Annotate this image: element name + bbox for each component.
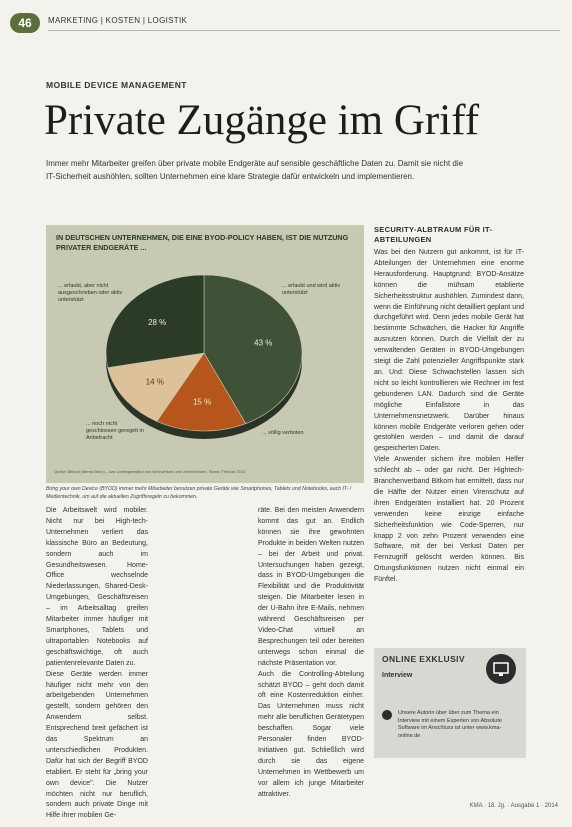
article-kicker: MOBILE DEVICE MANAGEMENT [46, 80, 187, 90]
body-column-2: räte. Bei den meisten Anwendern kommt das gut an. Endlich können sie ihre gewohnten Produkte in beiden Welten nutzen – bei der Arbeit und privat. Untersuchungen haben gezeigt, dass in BYOD-Umgebungen die Flexibilität und die Produktivität steigen. Die Mitarbeiter lesen in der U-Bahn ihre E-Mails, nehmen während Geschäftsreisen per Video-Chat virtuell an Besprechungen teil oder bereiten unterwegs schon einmal die nächste Präsentation vor. Auch die Controlling-Abteilung schätzt BYOD – geht doch damit oft eine Kostenreduktion einher. Das Unternehmen muss nicht mehr alle beruflichen Gerätetypen beschaffen. Sogar viele Personaler finden BYOD-Initiativen gut. Schließlich wird durch sie das eigene Unternehmen im Wettbewerb um vor allem ich junge Mitarbeiter attraktiver. [258, 507, 364, 798]
chart-source: Quelle: Bitkom (Bernd Benz) – das Umfrageinstitut von Netzwerken und Unternehmen, Stand: Februar 2013 [54, 469, 246, 474]
chart-title: IN DEUTSCHEN UNTERNEHMEN, DIE EINE BYOD-POLICY HABEN, IST DIE NUTZUNG PRIVATER ENDGERÄTE ... [56, 233, 349, 252]
legend-label-active: ... erlaubt und wird aktiv unterstützt [282, 283, 341, 296]
online-heading: ONLINE EXKLUSIV [382, 654, 465, 664]
legend-label-not-regulated: ... noch nicht geschlossen geregelt in Anbetracht [86, 421, 144, 441]
header-rule [48, 30, 560, 31]
online-exclusive-box [374, 648, 526, 758]
legend-label-forbidden: ... völlig verboten [262, 430, 304, 436]
pie-slice-value-label: 15 % [192, 397, 212, 407]
article-title: Private Zugänge im Griff [44, 97, 480, 144]
article-lead: Immer mehr Mitarbeiter greifen über private mobile Endgeräte auf sensible geschäftliche Daten zu. Damit sie nicht die IT-Sicherheit aushöhlen, sollten Unternehmen eine klare Strategie dafür entwickeln und implementieren. [46, 159, 464, 181]
pie-slice-value-label: 14 % [145, 377, 164, 387]
side-heading: SECURITY-ALBTRAUM FÜR IT-ABTEILUNGEN [374, 225, 493, 244]
page-number: 46 [10, 13, 40, 33]
page-header [0, 12, 572, 34]
pie-chart-box [46, 225, 364, 483]
figure-caption: Bring your own Device (BYOD) immer mehr Mitarbeiter benutzen private Geräte wie Smartphones, Tablets und Notebooks, auch IT- / Medientechnik, um auf die aktuellen Zugriffsregeln zu bekommen. [46, 486, 352, 500]
pie-chart [46, 225, 364, 483]
pie-slice-value-label: 43 % [254, 338, 273, 348]
online-text: Unsere Autorin über über zum Thema ein Interview mit einem Experten von Absolute Software im Anschluss ist unter www.kma-online.de [398, 710, 502, 739]
page-footer: KMA · 18. Jg. · Ausgabe 1 · 2014 [469, 803, 558, 809]
legend-label-supported: ... erlaubt, aber nicht ausgeschrieben oder aktiv unterstützt [58, 283, 123, 303]
section-label: MARKETING | KOSTEN | LOGISTIK [48, 16, 188, 25]
body-column-3: Was bei den Nutzern gut ankommt, ist für IT-Abteilungen der Unternehmen eine enorme Herausforderung. Hauptgrund: BYOD-Ansätze können die mühsam etablierte Sicherheitsstruktur aushöhlen. Zumindest dann, wenn die Einführung nicht detailliert geplant und durchgeführt wird. Denn jedes mobile Gerät hat bestimmte Schwächen, die Hacker für Angriffe ausnutzen können. Durch die Vielfalt der zu verwaltenden Geräten in BYOD-Umgebungen steigt die Zahl potenzieller Angriffspunkte stark an. Und: Diese Schwachstellen lassen sich nicht so leicht kontrollieren wie Rechner im fest gebundenen LAN. Dadurch sind die Geräte mögliche Einfallstore in das Unternehmensnetzwerk. Darüber hinaus können mobile Endgeräte verloren gehen oder gestohlen werden – und damit die darauf gespeicherten Daten. Viele Anwender sichern ihre mobilen Helfer schlecht ab – oder gar nicht. Der Hightech-Branchenverband Bitkom hat ermittelt, dass nur die Hälfte der Nutzer einen Virenschutz auf ihren Endgeräten installiert hat. 20 Prozent verwenden keine einzige einfache Sicherheitsfunktion wie Code-Sperren, nur knapp 2 von zehn Prozent verwenden eine Software, mit der bei Verlust Daten per Fernzugriff gelöscht werden können. Bis Ortungsfunktionen nutzen nicht einmal ein Fünftel. [374, 249, 524, 584]
video-screen-icon [486, 654, 516, 684]
pie-slice-value-label: 28 % [148, 318, 167, 328]
body-column-1: Die Arbeitswelt wird mobiler. Nicht nur bei High-tech-Unternehmen verliert das klassische Büro an Bedeutung, sondern auch im Gesundheitswesen. Home-Office wechselnde Niederlassungen, Shared-Desk-Umgebungen, Geschäftsreisen – im Arbeitsalltag greifen Mitarbeiter immer häufiger mit Smartphones, Tablets und ultraportablen Notebooks auf geschäftswichtige, oft auch patientenrelevante Daten zu. Diese Geräte werden immer häufiger nicht mehr von den arbeitgebenden Unternehmen gestellt, sondern gehören den Anwendern selbst. Entsprechend breit gefächert ist das Spektrum an unterschiedlichen Produkten. Dafür hat sich der Begriff BYOD etabliert. Er steht für „bring your own device". Die Nutzer möchten nicht nur beruflich, sondern auch private Dinge mit Hilfe ihrer mobilen Ge- [46, 507, 148, 820]
microphone-icon [382, 710, 392, 720]
online-subheading: Interview [382, 672, 413, 679]
